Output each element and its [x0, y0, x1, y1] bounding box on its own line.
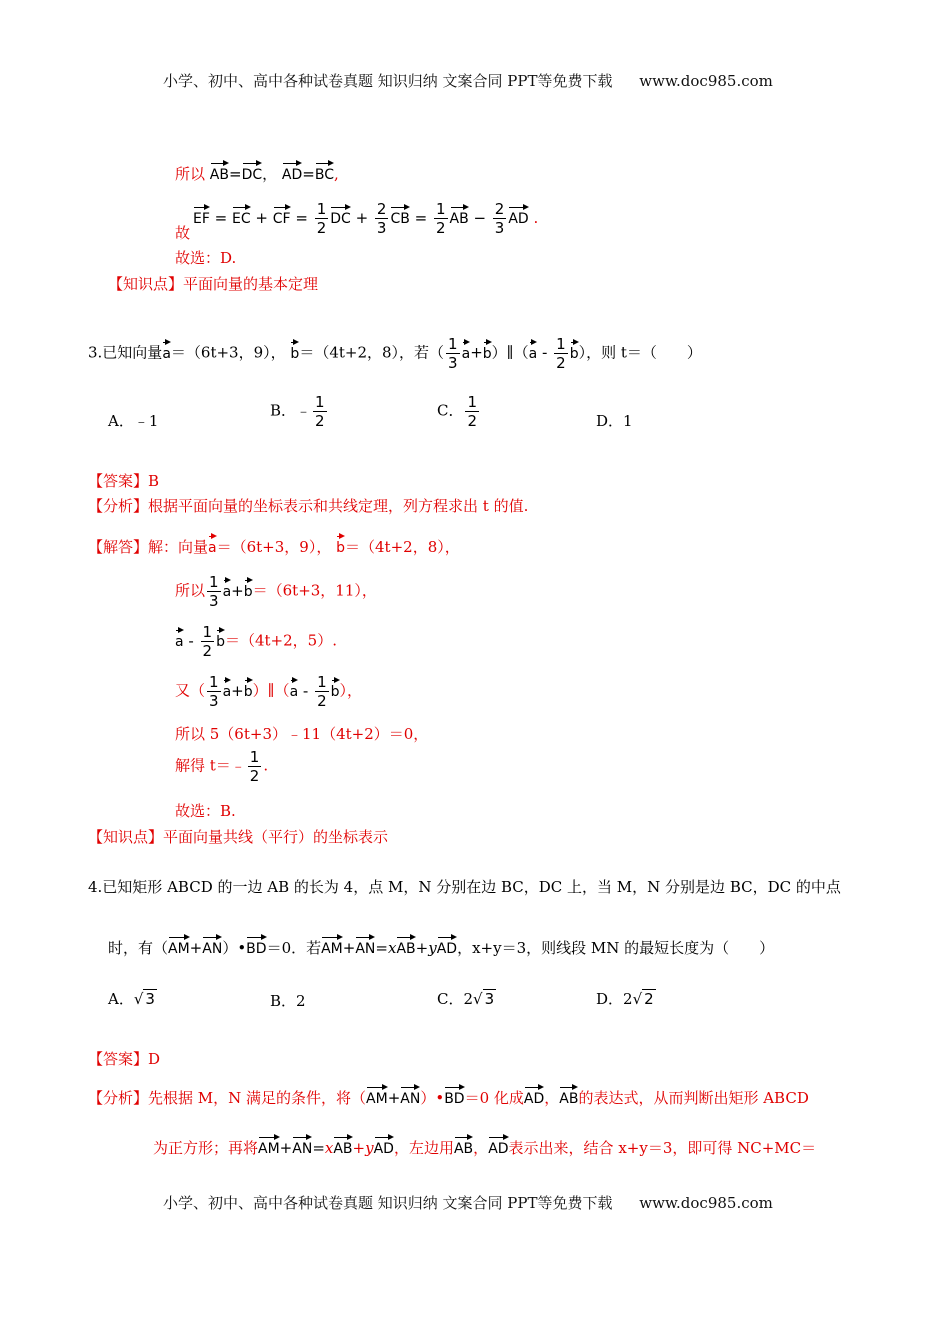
q4-analysis-c: ＝0 化成: [464, 1089, 524, 1107]
q3-b-coord: ＝（4t+2，8），若（: [299, 343, 445, 362]
q3-stem-end: ），则 t＝（ ）: [578, 343, 702, 362]
q3-option-a[interactable]: A．﹣1: [108, 412, 159, 430]
q3-line-a-result: ＝（4t+2，5）.: [224, 631, 337, 650]
q3-a-minus-line: a - $\frac{1}{2}$ b＝（4t+2，5）.: [175, 623, 337, 660]
header-url[interactable]: www.doc985.com: [639, 72, 773, 90]
q3-choose: 故选：B.: [175, 802, 236, 820]
q4-answer: 【答案】D: [88, 1050, 161, 1068]
q3-also-line: 又（ $\frac{1}{3}$ a+b）∥（a - $\frac{1}{2}$ b），: [175, 673, 363, 710]
q4-option-c[interactable]: C．2√ 3: [437, 990, 495, 1008]
vec-a: a: [162, 339, 171, 361]
vec-DC: DC: [242, 160, 263, 182]
vec-AD: AD: [282, 160, 302, 182]
q3-so1-result: ＝（6t+3，11），: [252, 581, 377, 600]
q3-stem: 3.已知向量a＝（6t+3，9）， b＝（4t+2，8），若（ $\frac{1}{3}$ a+b）∥（a - $\frac{1}{2}$ b），则 t＝（ ）: [88, 335, 702, 372]
vec-BC: BC: [315, 160, 334, 182]
q3-a-coord: ＝（6t+3，9），: [170, 343, 286, 362]
q3-also-prefix: 又（: [175, 681, 206, 700]
footer-text: 小学、初中、高中各种试卷真题 知识归纳 文案合同 PPT等免费下载: [163, 1194, 613, 1212]
q3-solution-line: 【解答】解：向量a＝（6t+3，9）， b＝（4t+2，8），: [88, 533, 460, 557]
q4-l2-d: ，x+y＝3，则线段 MN 的最短长度为（ ）: [457, 939, 775, 957]
q4-stem-line1: 4.已知矩形 ABCD 的一边 AB 的长为 4，点 M，N 分别在边 BC，DC 上，当 M，N 分别是边 BC，DC 的中点: [88, 878, 841, 896]
q3-analysis: 【分析】根据平面向量的坐标表示和共线定理，列方程求出 t 的值.: [88, 497, 529, 515]
q3-answer: 【答案】B: [88, 472, 160, 490]
q2-so-label: 所以: [175, 165, 206, 183]
footer-url[interactable]: www.doc985.com: [639, 1194, 773, 1212]
q4-l2-b: ）•: [222, 939, 247, 957]
q3-equation: 所以 5（6t+3）﹣11（4t+2）＝0，: [175, 725, 429, 743]
q3-option-d[interactable]: D．1: [596, 412, 633, 430]
q4-stem-line2: 时，有（AM+AN）•BD＝0．若AM+AN=xAB+yAD，x+y＝3，则线段 MN 的最短长度为（ ）: [108, 934, 774, 958]
q4-analysis-line1: 【分析】先根据 M，N 满足的条件，将（AM+AN）•BD＝0 化成AD，AB的表达式，从而判断出矩形 ABCD: [88, 1084, 809, 1108]
q4-l2-a: 时，有（: [108, 939, 169, 957]
q4-analysis-b: ）•: [420, 1089, 445, 1107]
q4-analysis2-b: ，左边用: [393, 1139, 454, 1157]
q3-solve-text: 解得 t＝﹣: [175, 756, 246, 775]
q3-knowledge: 【知识点】平面向量共线（平行）的坐标表示: [88, 828, 389, 846]
q2-choose: 故选：D.: [175, 249, 237, 267]
q4-analysis-d: 的表达式，从而判断出矩形 ABCD: [578, 1089, 809, 1107]
q4-analysis2-c: 表示出来，结合 x+y＝3，即可得 NC+MC＝: [508, 1139, 817, 1157]
q3-solve-line: 解得 t＝﹣ $\frac{1}{2}$ .: [175, 748, 269, 785]
q4-option-d[interactable]: D．2√ 2: [596, 990, 654, 1008]
q4-analysis-line2: 为正方形；再将AM+AN=xAB+yAD，左边用AB，AD表示出来，结合 x+y＝3，即可得 NC+MC＝: [153, 1134, 816, 1158]
q3-stem-mid: ）∥（: [491, 343, 529, 362]
q3-option-c-label: C．: [437, 401, 464, 420]
q3-sol-prefix: 【解答】解：向量: [88, 538, 209, 556]
q3-option-b[interactable]: B．﹣ $\frac{1}{2}$: [270, 393, 325, 430]
q4-option-d-label: D．2: [596, 990, 633, 1008]
q4-option-a[interactable]: A．√ 3: [108, 990, 155, 1008]
q2-so-line: 所以 AB=DC， AD=BC,: [175, 160, 339, 184]
q3-also-mid: ）∥（: [252, 681, 290, 700]
q3-option-c[interactable]: C． $\frac{1}{2}$: [437, 393, 478, 430]
q4-analysis2-a: 为正方形；再将: [153, 1139, 259, 1157]
header-text: 小学、初中、高中各种试卷真题 知识归纳 文案合同 PPT等免费下载: [163, 72, 613, 90]
q2-knowledge: 【知识点】平面向量的基本定理: [108, 275, 319, 293]
q3-so1-line: 所以 $\frac{1}{3}$ a+b＝（6t+3，11），: [175, 573, 377, 610]
q3-stem-prefix: 3.已知向量: [88, 343, 163, 362]
q3-option-b-label: B．﹣: [270, 401, 312, 420]
q4-option-c-label: C．2: [437, 990, 474, 1008]
q4-option-b[interactable]: B．2: [270, 992, 306, 1010]
q3-so1-prefix: 所以: [175, 581, 206, 600]
page-footer: [163, 1192, 773, 1213]
ef-expression: EF = EC + CF = $\frac{1}{2}$ DC + $\frac{2}{3}$ CB = $\frac{1}{2}$ AB − $\frac{2}{3}$ AD .: [193, 200, 539, 237]
vec-b: b: [290, 339, 299, 361]
q3-also-end: ），: [339, 681, 363, 700]
vec-AB: AB: [210, 160, 229, 182]
q4-l2-c: ＝0．若: [266, 939, 322, 957]
q3-sol-a: ＝（6t+3，9），: [216, 538, 332, 556]
q3-sol-b: ＝（4t+2，8），: [345, 538, 460, 556]
q4-option-a-label: A．: [108, 990, 134, 1008]
q2-therefore: 故: [175, 224, 191, 242]
page-header: [163, 70, 773, 91]
q4-analysis-a: 【分析】先根据 M，N 满足的条件，将（: [88, 1089, 367, 1107]
